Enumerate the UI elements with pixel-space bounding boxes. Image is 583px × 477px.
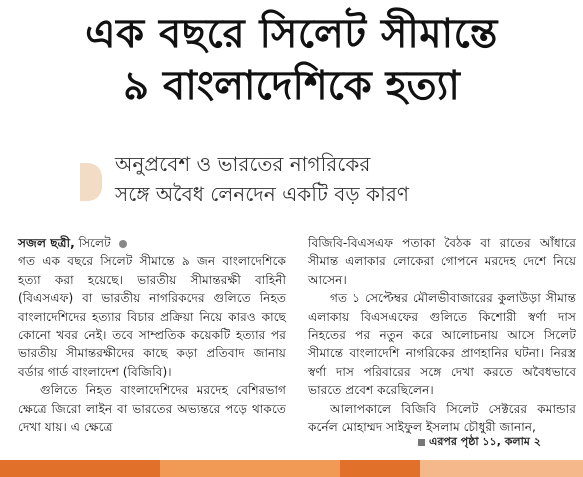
right-paragraph-3: আলাপকালে বিজিবি সিলেট সেক্টরের কমান্ডার কর্নেল মোহাম্মদ সাইফুল ইসলাম চৌধুরী জানান, — [308, 401, 576, 435]
headline — [0, 8, 583, 112]
headline-line-2: ৯ বাংলাদেশিকে হত্যা — [123, 63, 460, 109]
bottom-bar-segment — [420, 460, 583, 477]
deck-line-2: সঙ্গে অবৈধ লেনদেন একটি বড় কারণ — [115, 182, 409, 206]
right-paragraph-2: গত ১ সেপ্টেম্বর মৌলভীবাজারের কুলাউড়া সীমান্ত এলাকায় বিএসএফের গুলিতে কিশোরী স্বর্ণা দাস নিহতের পর নতুন করে আলোচনায় আসে সিলেট সীমান্তে বাংলাদেশি নাগরিকের প্রাণহানির ঘটনা। নিরস্ত্র স্বর্ণা দাস পরিবারের সঙ্গে দেখা করতে অবৈধভাবে ভারতে প্রবেশ করেছিলেন। — [308, 291, 576, 398]
byline-place: সিলেট — [78, 236, 111, 250]
bottom-bar-segment — [160, 460, 340, 477]
continued-on[interactable] — [418, 433, 541, 452]
right-column — [308, 234, 576, 436]
square-bullet-icon — [418, 439, 425, 446]
headline-line-1: এক বছরে সিলেট সীমান্তে — [85, 11, 498, 57]
continued-on-text: এরপর পৃষ্ঠা ১১, কলাম ২ — [429, 435, 541, 448]
bottom-decorative-bar — [0, 460, 583, 477]
left-paragraph-1: গত এক বছরে সিলেট সীমান্তে ৯ জন বাংলাদেশিকে হত্যা করা হয়েছে। ভারতীয় সীমান্তরক্ষী বাহিনী (বিএসএফ) বা ভারতীয় নাগরিকদের গুলিতে নিহত বাংলাদেশিদের হত্যার বিচার প্রক্রিয়া নিয়ে কারও কাছে কোনো খবর নেই। তবে সাম্প্রতিক কয়েকটি হত্যার পর ভারতীয় সীমান্তরক্ষীদের কাছে কড়া প্রতিবাদ জানায় বর্ডার গার্ড বাংলাদেশ (বিজিবি)। — [18, 254, 286, 379]
bullet-icon — [119, 240, 127, 248]
byline — [18, 234, 286, 252]
deck-line-1: অনুপ্রবেশ ও ভারতের নাগরিকের — [115, 152, 371, 176]
left-paragraph-2: গুলিতে নিহত বাংলাদেশিদের মরদেহ বেশিরভাগ ক্ষেত্রে জিরো লাইন বা ভারতের অভ্যন্তরে পড়ে থাকতে দেখা যায়। এ ক্ষেত্রে — [18, 383, 286, 435]
byline-author: সজল ছত্রী, — [18, 236, 75, 250]
right-paragraph-1: বিজিবি-বিএসএফ পতাকা বৈঠক বা রাতের আঁধারে সীমান্ত এলাকার লোকেরা গোপনে মরদেহ দেশে নিয়ে আসেন। — [308, 236, 576, 287]
left-column — [18, 234, 286, 436]
deck — [95, 149, 575, 209]
